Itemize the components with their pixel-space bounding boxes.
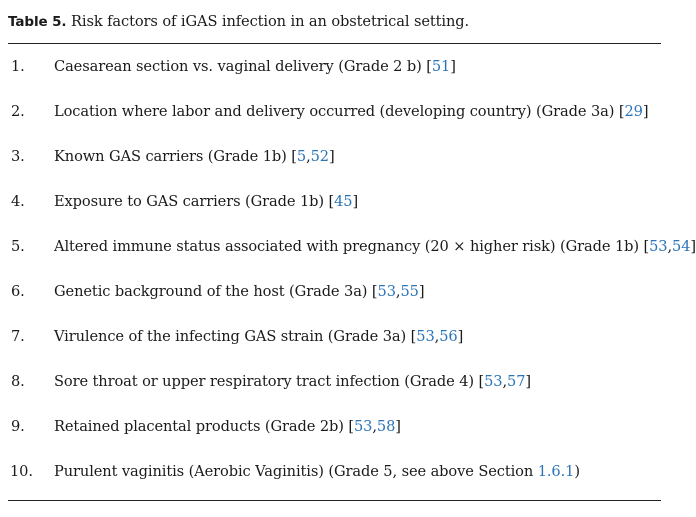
reference-link[interactable]: 53 xyxy=(377,283,396,300)
row-text xyxy=(54,148,335,166)
reference-link[interactable]: 53 xyxy=(649,238,668,255)
row-description: Known GAS carriers (Grade 1b) [ xyxy=(54,148,297,165)
row-closing: ] xyxy=(395,418,401,435)
ref-separator: , xyxy=(372,418,377,435)
row-closing: ) xyxy=(574,463,580,480)
reference-link[interactable]: 53 xyxy=(484,373,503,390)
row-number: 10. xyxy=(10,463,33,480)
table-bottom-rule xyxy=(8,500,661,501)
row-number: 3. xyxy=(11,148,25,165)
ref-separator: , xyxy=(306,148,311,165)
reference-link[interactable]: 53 xyxy=(353,418,373,435)
table-top-rule xyxy=(8,43,661,44)
row-closing: ] xyxy=(329,148,335,165)
row-text xyxy=(54,373,531,391)
reference-link[interactable]: 1.6.1 xyxy=(537,463,575,480)
row-text xyxy=(54,238,696,256)
table-caption-label: Table 5. xyxy=(8,14,67,30)
row-text xyxy=(54,193,358,211)
row-description: Altered immune status associated with pregnancy (20 × higher risk) (Grade 1b) [ xyxy=(54,238,650,255)
row-description: Purulent vaginitis (Aerobic Vaginitis) (Grade 5, see above Section xyxy=(54,463,538,480)
reference-link[interactable]: 55 xyxy=(400,283,419,300)
row-closing: ] xyxy=(450,58,456,75)
table-caption xyxy=(8,13,469,30)
row-text xyxy=(54,463,580,481)
reference-link[interactable]: 56 xyxy=(439,328,458,345)
ref-separator: , xyxy=(434,328,440,345)
row-description: Virulence of the infecting GAS strain (Grade 3a) [ xyxy=(54,328,417,345)
reference-link[interactable]: 52 xyxy=(310,148,329,165)
row-number: 6. xyxy=(11,283,25,300)
row-number: 2. xyxy=(11,103,25,120)
reference-link[interactable]: 58 xyxy=(376,418,396,435)
row-text xyxy=(54,58,456,76)
reference-link[interactable]: 53 xyxy=(416,328,435,345)
row-description: Sore throat or upper respiratory tract infection (Grade 4) [ xyxy=(54,373,485,390)
ref-separator: , xyxy=(395,283,401,300)
row-description: Retained placental products (Grade 2b) [ xyxy=(54,418,354,435)
row-description: Caesarean section vs. vaginal delivery (Grade 2 b) [ xyxy=(54,58,432,75)
reference-link[interactable]: 54 xyxy=(672,238,691,255)
row-closing: ] xyxy=(352,193,359,210)
row-description: Location where labor and delivery occurred (developing country) (Grade 3a) [ xyxy=(54,103,625,120)
reference-link[interactable]: 51 xyxy=(431,58,451,75)
row-closing: ] xyxy=(642,103,649,120)
row-closing: ] xyxy=(690,238,696,255)
row-number: 5. xyxy=(11,238,25,255)
row-closing: ] xyxy=(418,283,425,300)
row-number: 1. xyxy=(11,58,25,75)
row-number: 8. xyxy=(11,373,25,390)
table-caption-text: Risk factors of iGAS infection in an obstetrical setting. xyxy=(66,13,470,30)
row-text xyxy=(54,418,401,436)
row-number: 9. xyxy=(11,418,25,435)
ref-separator: , xyxy=(502,373,508,390)
row-description: Exposure to GAS carriers (Grade 1b) [ xyxy=(54,193,335,210)
reference-link[interactable]: 29 xyxy=(624,103,643,120)
row-text xyxy=(54,283,424,301)
ref-separator: , xyxy=(667,238,673,255)
row-text xyxy=(54,103,648,121)
row-closing: ] xyxy=(457,328,464,345)
row-description: Genetic background of the host (Grade 3a) [ xyxy=(54,283,378,300)
reference-link[interactable]: 5 xyxy=(296,148,307,165)
reference-link[interactable]: 57 xyxy=(507,373,526,390)
row-number: 4. xyxy=(11,193,25,210)
row-text xyxy=(54,328,463,346)
row-number: 7. xyxy=(11,328,25,345)
row-closing: ] xyxy=(525,373,532,390)
reference-link[interactable]: 45 xyxy=(334,193,353,210)
